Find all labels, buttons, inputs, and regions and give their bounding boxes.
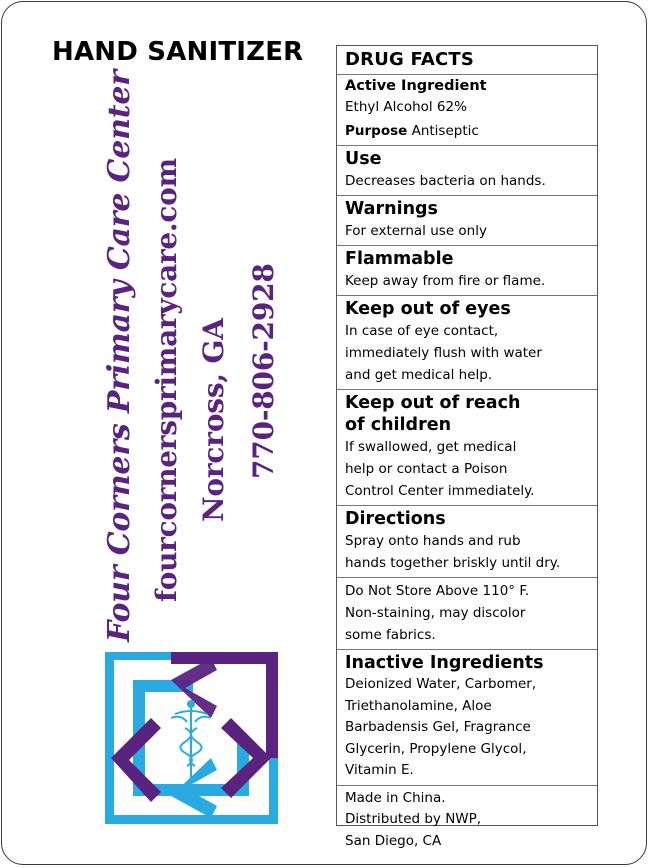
product-label: [1, 1, 647, 865]
children-section: [337, 389, 597, 505]
children-line: help or contact a Poison: [345, 461, 508, 477]
inactive-ingredients-line: Triethanolamine, Aloe: [345, 697, 492, 714]
origin-line: Made in China.: [345, 789, 446, 806]
clinic-website: fourcornersprimarycare.com: [150, 158, 183, 602]
warnings-heading: Warnings: [345, 199, 438, 219]
flammable-text: Keep away from fire or flame.: [345, 273, 546, 289]
children-heading-line: of children: [345, 415, 452, 435]
eyes-line: and get medical help.: [345, 367, 493, 383]
origin-line: San Diego, CA: [345, 832, 442, 849]
storage-line: Non-staining, may discolor: [345, 605, 526, 621]
eyes-heading: Keep out of eyes: [345, 299, 511, 319]
origin-line: Distributed by NWP,: [345, 811, 482, 827]
storage-section: [337, 577, 597, 649]
purpose-text: Antiseptic: [411, 123, 479, 139]
inactive-ingredients-section: [337, 649, 597, 785]
purpose-row: [345, 120, 589, 142]
drug-facts-panel: [336, 45, 598, 849]
logo-purple-frame: [171, 652, 278, 758]
active-ingredient-text: Ethyl Alcohol 62%: [345, 99, 467, 115]
active-ingredient-heading: Active Ingredient: [345, 78, 487, 94]
children-line: Control Center immediately.: [345, 483, 535, 499]
product-title: HAND SANITIZER: [52, 37, 304, 67]
eyes-line: immediately flush with water: [345, 345, 542, 361]
storage-line: Do Not Store Above 110° F.: [345, 583, 530, 599]
eyes-line: In case of eye contact,: [345, 323, 499, 339]
children-heading-line: Keep out of reach: [345, 393, 521, 413]
inactive-ingredients-line: Barbadensis Gel, Fragrance: [345, 719, 531, 735]
use-heading: Use: [345, 149, 382, 169]
inactive-ingredients-heading: Inactive Ingredients: [345, 653, 544, 673]
origin-section: [337, 785, 597, 856]
flammable-section: [337, 245, 597, 295]
purpose-heading: Purpose: [345, 123, 408, 139]
directions-heading: Directions: [345, 509, 446, 529]
clinic-logo: [105, 652, 278, 824]
drug-facts-title: DRUG FACTS: [345, 49, 475, 70]
clinic-name: Four Corners Primary Care Center: [102, 70, 137, 642]
inactive-ingredients-line: Vitamin E.: [345, 762, 414, 778]
warnings-text: For external use only: [345, 223, 487, 239]
children-line: If swallowed, get medical: [345, 439, 517, 455]
use-section: [337, 145, 597, 195]
use-text: Decreases bacteria on hands.: [345, 173, 546, 189]
directions-line: hands together briskly until dry.: [345, 555, 561, 571]
clinic-phone: 770-806-2928: [247, 263, 280, 479]
drug-facts-header: [337, 46, 597, 74]
inactive-ingredients-line: Glycerin, Propylene Glycol,: [345, 740, 527, 757]
clinic-city: Norcross, GA: [197, 318, 230, 522]
directions-section: [337, 505, 597, 577]
warnings-section: [337, 195, 597, 245]
storage-line: some fabrics.: [345, 627, 436, 643]
inactive-ingredients-line: Deionized Water, Carbomer,: [345, 676, 537, 692]
directions-line: Spray onto hands and rub: [345, 533, 521, 549]
eyes-section: [337, 295, 597, 389]
active-ingredient-section: [337, 74, 597, 145]
flammable-heading: Flammable: [345, 249, 454, 269]
